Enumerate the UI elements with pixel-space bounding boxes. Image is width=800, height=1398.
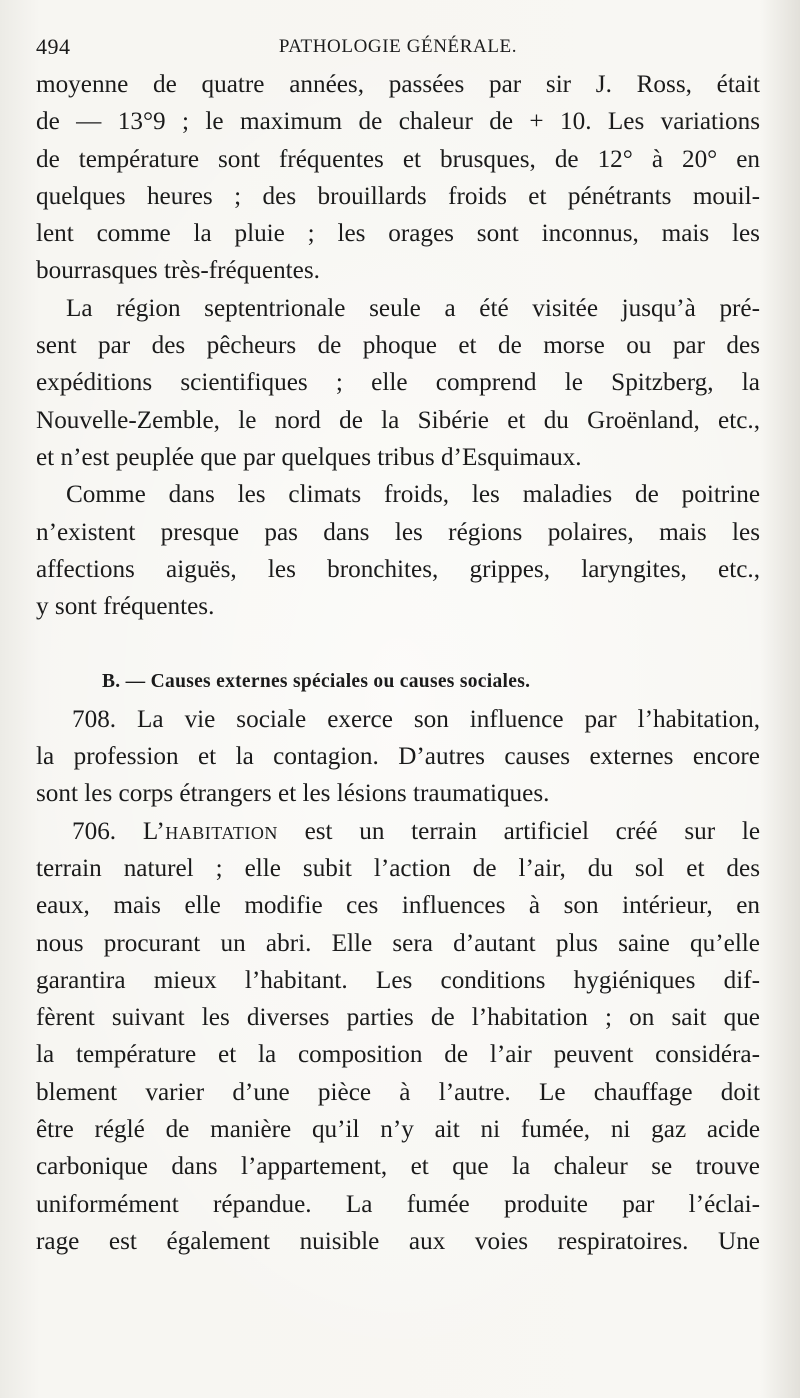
running-title: PATHOLOGIE GÉNÉRALE. xyxy=(278,36,518,57)
text-line: bourrasques très-fréquentes. xyxy=(36,257,320,285)
text-line: n’existent presque pas dans les régions polaires, mais les xyxy=(36,518,760,546)
text-line: être réglé de manière qu’il n’y ait ni fumée, ni gaz acide xyxy=(36,1116,760,1144)
paragraph-5-first-line xyxy=(36,813,760,850)
paragraph-number: 706. xyxy=(72,817,117,845)
paragraph-1 xyxy=(36,66,760,290)
text-line: garantira mieux l’habitant. Les conditions hygiéniques dif- xyxy=(36,966,760,994)
paragraph-2 xyxy=(36,290,760,476)
text-line: carbonique dans l’appartement, et que la chaleur se trouve xyxy=(36,1153,760,1181)
text-line: eaux, mais elle modifie ces influences à son intérieur, en xyxy=(36,892,760,920)
text-line: sont les corps étrangers et les lésions traumatiques. xyxy=(36,780,550,808)
text-line: terrain naturel ; elle subit l’action de l’air, du sol et des xyxy=(36,854,760,882)
section-heading: B. — Causes externes spéciales ou causes sociales. xyxy=(102,671,531,693)
text-line: la température et la composition de l’air peuvent considéra- xyxy=(36,1041,760,1069)
text-line: rage est également nuisible aux voies respiratoires. Une xyxy=(36,1227,760,1255)
text-line: quelques heures ; des brouillards froids et pénétrants mouil- xyxy=(36,182,760,210)
text-line: uniformément répandue. La fumée produite par l’éclai- xyxy=(36,1190,760,1218)
text-line: Comme dans les climats froids, les maladies de poitrine xyxy=(66,481,760,509)
paragraph-5 xyxy=(36,813,760,1261)
text-line: de température sont fréquentes et brusques, de 12° à 20° en xyxy=(36,145,760,173)
text-line: blement varier d’une pièce à l’autre. Le chauffage doit xyxy=(36,1078,760,1106)
first-line-text: est un terrain artificiel créé sur le xyxy=(304,817,761,845)
paragraph-term: L’habitation xyxy=(142,817,278,845)
paragraph-3 xyxy=(36,476,760,625)
text-line: affections aiguës, les bronchites, grippes, laryngites, etc., xyxy=(36,555,760,583)
text-line: lent comme la pluie ; les orages sont inconnus, mais les xyxy=(36,220,760,248)
text-line: et n’est peuplée que par quelques tribus d’Esquimaux. xyxy=(36,443,582,471)
page-text xyxy=(36,66,760,1260)
text-line: sent par des pêcheurs de phoque et de morse ou par des xyxy=(36,332,760,360)
text-line: La région septentrionale seule a été visitée jusqu’à pré- xyxy=(66,294,760,322)
text-line: la profession et la contagion. D’autres causes externes encore xyxy=(36,743,760,771)
page-number: 494 xyxy=(36,34,71,59)
text-line: y sont fréquentes. xyxy=(36,593,215,621)
text-line: de — 13°9 ; le maximum de chaleur de + 10. Les variations xyxy=(36,108,760,136)
text-line: nous procurant un abri. Elle sera d’autant plus saine qu’elle xyxy=(36,929,760,957)
text-line: fèrent suivant les diverses parties de l’habitation ; on sait que xyxy=(36,1004,760,1032)
text-line: Nouvelle-Zemble, le nord de la Sibérie et du Groënland, etc., xyxy=(36,406,760,434)
page-header xyxy=(36,34,760,64)
section-spacer xyxy=(36,625,760,663)
text-line: moyenne de quatre années, passées par sir J. Ross, était xyxy=(36,71,760,98)
text-line: 708. La vie sociale exerce son influence par l’habitation, xyxy=(72,705,760,733)
paragraph-4 xyxy=(36,701,760,813)
text-line: expéditions scientifiques ; elle comprend le Spitzberg, la xyxy=(36,369,760,397)
